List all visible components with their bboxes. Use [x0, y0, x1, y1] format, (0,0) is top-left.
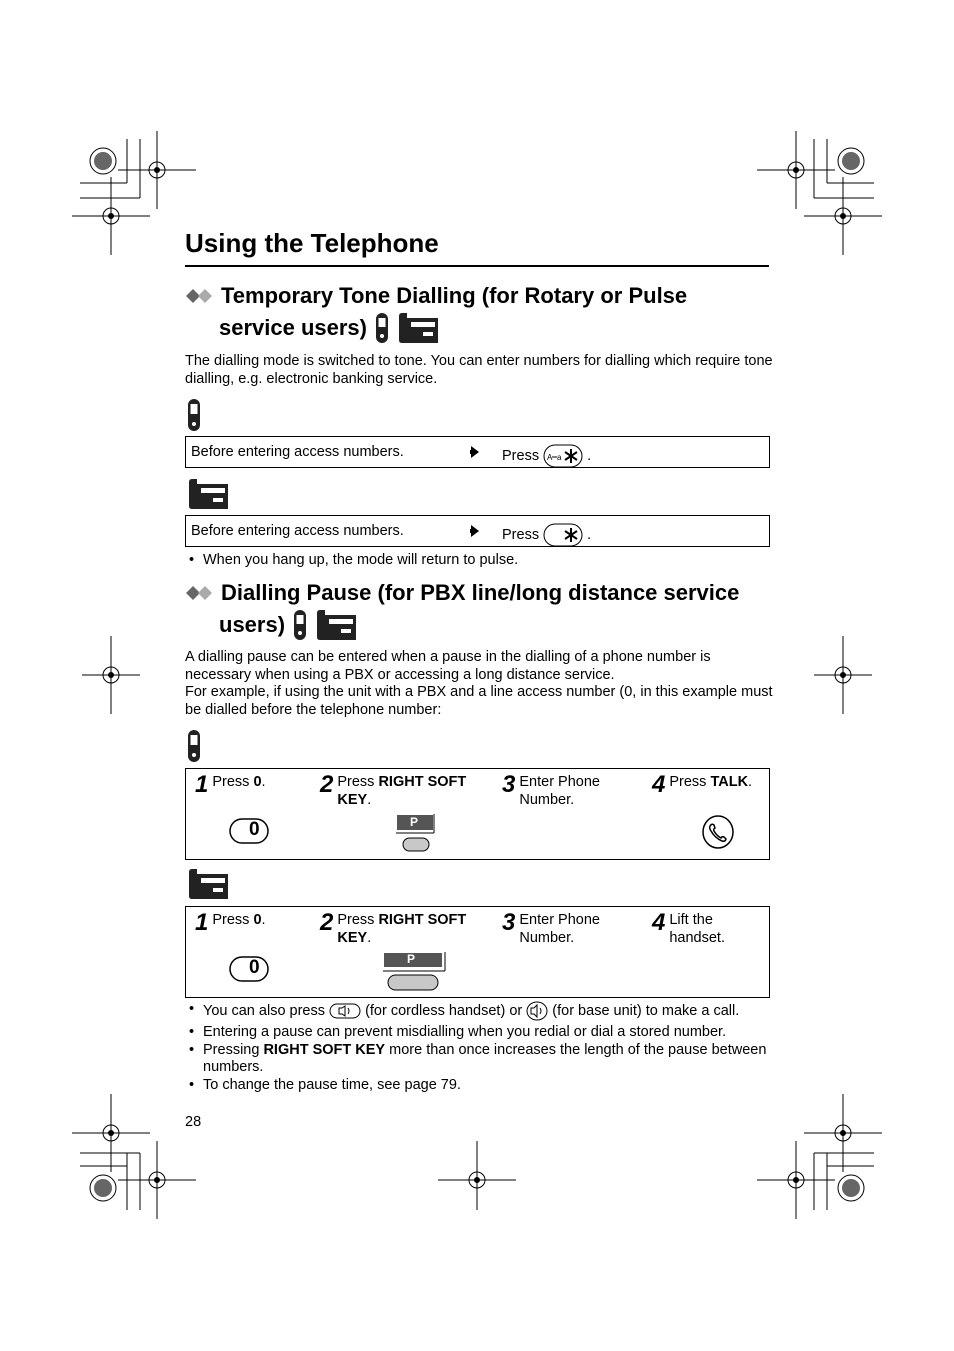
step-4: 4 Lift the handset.: [652, 909, 725, 946]
section2-intro: [185, 649, 775, 719]
right-soft-key-icon[interactable]: P: [382, 951, 448, 996]
press-label: Press: [502, 527, 540, 543]
cordless-handset-icon: [375, 312, 389, 344]
section1-notes: [185, 552, 785, 570]
cordless-handset-icon: [187, 398, 201, 432]
step-2: 2 Press RIGHT SOFT KEY.: [320, 909, 467, 946]
page-number: 28: [185, 1114, 202, 1130]
zero-key-icon[interactable]: 0: [229, 956, 269, 987]
svg-text:A: A: [547, 453, 553, 462]
talk-key-icon[interactable]: [701, 814, 735, 850]
base-tone-row: Before entering access numbers. Press .: [185, 515, 770, 547]
cordless-handset-icon: [293, 609, 307, 641]
base-pause-steps: [185, 906, 770, 998]
step-2: 2 Press RIGHT SOFT KEY.: [320, 771, 467, 808]
speakerphone-base-icon: [526, 1001, 548, 1021]
base-unit-icon: [187, 478, 229, 510]
section2-heading-line1: Dialling Pause (for PBX line/long distance service: [221, 580, 740, 605]
press-label: Press: [502, 448, 540, 464]
title-divider: [185, 265, 769, 267]
row-instruction: Before entering access numbers.: [191, 523, 404, 539]
star-key-icon[interactable]: [543, 523, 583, 547]
handset-pause-steps: [185, 768, 770, 860]
section2-notes: [185, 1001, 785, 1094]
zero-key-icon[interactable]: 0: [229, 818, 269, 849]
base-unit-icon: [315, 609, 357, 641]
diamond-bullet-icon: [185, 288, 215, 304]
list-item: • You can also press (for cordless handset) or (for base unit) to make a call.: [185, 1001, 785, 1021]
list-item: • Pressing RIGHT SOFT KEY more than once increases the length of the pause between numbers.: [185, 1042, 785, 1077]
svg-text:a: a: [557, 453, 562, 462]
section2-heading: [185, 577, 775, 641]
cordless-handset-icon: [187, 729, 201, 763]
list-item: • To change the pause time, see page 79.: [185, 1077, 785, 1095]
list-item: • Entering a pause can prevent misdialling when you redial or dial a stored number.: [185, 1024, 785, 1042]
step-1: 1 Press 0.: [195, 771, 266, 798]
section2-heading-line2: users): [219, 612, 286, 637]
section1-heading: [185, 280, 775, 344]
section2-intro-p2: For example, if using the unit with a PBX and a line access number (0, in this example must be dialled before the telephone number:: [185, 684, 773, 718]
section2-intro-p1: A dialling pause can be entered when a pause in the dialling of a phone number is necessary when using a PBX or accessing a long distance service.: [185, 649, 711, 683]
handset-tone-row: Before entering access numbers. Press A a .: [185, 436, 770, 468]
star-tone-key-icon[interactable]: [543, 444, 583, 468]
step-4: 4 Press TALK.: [652, 771, 753, 798]
right-soft-key-icon[interactable]: P: [395, 813, 437, 858]
page-title: Using the Telephone: [185, 228, 439, 258]
row-instruction: Before entering access numbers.: [191, 444, 404, 460]
arrow-right-icon: [470, 524, 480, 538]
step-3: 3 Enter Phone Number.: [502, 771, 600, 808]
section1-heading-line1: Temporary Tone Dialling (for Rotary or Pulse: [221, 283, 688, 308]
arrow-right-icon: [470, 445, 480, 459]
speakerphone-handset-icon: [329, 1003, 361, 1019]
step-3: 3 Enter Phone Number.: [502, 909, 600, 946]
diamond-bullet-icon: [185, 585, 215, 601]
base-unit-icon: [397, 312, 439, 344]
step-1: 1 Press 0.: [195, 909, 266, 936]
section1-heading-line2: service users): [219, 315, 367, 340]
list-item: • When you hang up, the mode will return to pulse.: [185, 552, 785, 570]
base-unit-icon: [187, 868, 229, 900]
section1-intro: The dialling mode is switched to tone. You can enter numbers for dialling which require tone dialling, e.g. electronic banking service.: [185, 353, 773, 387]
